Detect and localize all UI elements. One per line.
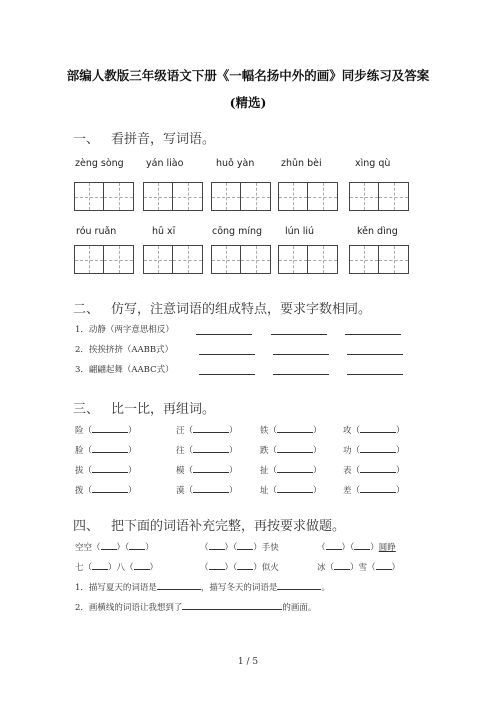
idiom-fill-row: （ ）（ ）似火 — [200, 560, 279, 573]
section4-number: 四、 — [73, 519, 100, 534]
word-pair-row: 模（ ） — [176, 463, 238, 476]
answer-blank[interactable] — [354, 540, 370, 550]
word-pair-row: 铁（ ） — [260, 423, 322, 436]
writing-grid[interactable] — [349, 182, 409, 211]
answer-blank[interactable] — [277, 483, 313, 493]
section2-number: 二、 — [73, 302, 100, 317]
word-pair-row: 脸（ ） — [75, 443, 137, 456]
answer-line[interactable] — [345, 334, 401, 335]
imitation-item-2: 2．挨挨挤挤（AABB式） — [75, 345, 174, 355]
section3-number: 三、 — [73, 402, 100, 417]
pinyin-5: xìng qù — [355, 158, 391, 169]
answer-blank[interactable] — [101, 540, 117, 550]
section3-heading — [73, 398, 215, 417]
answer-blank[interactable] — [360, 463, 396, 473]
answer-blank[interactable] — [157, 580, 201, 590]
answer-blank[interactable] — [209, 560, 225, 570]
section2-title: 仿写，注意词语的组成特点，要求字数相同。 — [111, 302, 372, 317]
writing-grid[interactable] — [74, 182, 134, 211]
underlined-word: 圆睁 — [378, 543, 396, 553]
word-pair-row: 汪（ ） — [176, 423, 238, 436]
answer-blank[interactable] — [92, 560, 108, 570]
pinyin-4: zhǔn bèi — [281, 158, 322, 169]
page-number: 1 / 5 — [237, 657, 259, 667]
pinyin-10: kěn dìng — [357, 226, 398, 237]
answer-line[interactable] — [273, 374, 329, 375]
word-pair-row: 址（ ） — [260, 483, 322, 496]
answer-line[interactable] — [196, 334, 252, 335]
answer-blank[interactable] — [360, 423, 396, 433]
section2-heading — [73, 298, 371, 317]
answer-blank[interactable] — [193, 443, 229, 453]
answer-blank[interactable] — [209, 540, 225, 550]
answer-blank[interactable] — [92, 443, 128, 453]
word-pair-row: 漠（ ） — [176, 483, 238, 496]
section1-title: 看拼音，写词语。 — [111, 132, 216, 147]
writing-grid[interactable] — [349, 245, 409, 274]
writing-grid[interactable] — [278, 182, 338, 211]
writing-grid[interactable] — [211, 182, 271, 211]
answer-blank[interactable] — [134, 560, 150, 570]
idiom-fill-row: （ ）（ ）手快 — [200, 540, 279, 553]
question-1: 1．描写夏天的词语是 ，描写冬天的词语是 。 — [75, 580, 330, 593]
writing-grid[interactable] — [143, 245, 203, 274]
answer-blank[interactable] — [92, 483, 128, 493]
answer-blank[interactable] — [237, 560, 253, 570]
answer-blank[interactable] — [277, 463, 313, 473]
imitation-item-1: 1．动静（两字意思相反） — [75, 325, 174, 335]
pinyin-1: zèng sòng — [75, 158, 124, 169]
pinyin-3: huǒ yàn — [216, 158, 255, 169]
word-pair-row: 拨（ ） — [75, 483, 137, 496]
answer-blank[interactable] — [277, 443, 313, 453]
answer-blank[interactable] — [129, 540, 145, 550]
answer-line[interactable] — [199, 374, 255, 375]
section4-heading — [73, 515, 345, 534]
idiom-fill-row: （ ）（ ）圆睁 — [317, 540, 396, 553]
pinyin-2: yán liào — [146, 158, 184, 169]
idiom-fill-row: 空空（ ）（ ） — [75, 540, 154, 553]
word-pair-row: 往（ ） — [176, 443, 238, 456]
answer-blank[interactable] — [277, 423, 313, 433]
answer-blank[interactable] — [334, 560, 350, 570]
answer-blank[interactable] — [193, 483, 229, 493]
answer-blank[interactable] — [182, 600, 282, 610]
answer-line[interactable] — [199, 354, 255, 355]
imitation-item-3: 3．翩翩起舞（AABC式） — [75, 365, 174, 375]
pinyin-8: cōng míng — [212, 226, 263, 237]
section1-number: 一、 — [73, 132, 100, 147]
answer-blank[interactable] — [360, 443, 396, 453]
answer-blank[interactable] — [92, 463, 128, 473]
word-pair-row: 表（ ） — [343, 463, 405, 476]
pinyin-6: róu ruǎn — [76, 226, 117, 237]
word-pair-row: 扯（ ） — [260, 463, 322, 476]
word-pair-row: 跌（ ） — [260, 443, 322, 456]
writing-grid[interactable] — [143, 182, 203, 211]
writing-grid[interactable] — [278, 245, 338, 274]
pinyin-9: lún liú — [285, 226, 315, 237]
word-pair-row: 功（ ） — [343, 443, 405, 456]
word-pair-row: 险（ ） — [75, 423, 137, 436]
answer-line[interactable] — [271, 334, 327, 335]
answer-blank[interactable] — [92, 423, 128, 433]
answer-blank[interactable] — [277, 580, 321, 590]
document-subtitle: (精选) — [229, 95, 267, 110]
section4-title: 把下面的词语补充完整，再按要求做题。 — [111, 519, 346, 534]
answer-blank[interactable] — [360, 483, 396, 493]
answer-blank[interactable] — [237, 540, 253, 550]
answer-line[interactable] — [347, 354, 403, 355]
question-2: 2．画横线的词语让我想到了 的画面。 — [75, 600, 316, 613]
answer-blank[interactable] — [326, 540, 342, 550]
idiom-fill-row: 七（ ）八（ ） — [75, 560, 158, 573]
pinyin-7: hū xī — [152, 226, 176, 237]
answer-line[interactable] — [347, 374, 403, 375]
word-pair-row: 攻（ ） — [343, 423, 405, 436]
section3-title: 比一比，再组词。 — [111, 402, 216, 417]
word-pair-row: 拔（ ） — [75, 463, 137, 476]
section1-heading — [73, 128, 215, 147]
answer-line[interactable] — [273, 354, 329, 355]
writing-grid[interactable] — [211, 245, 271, 274]
idiom-fill-row: 冰（ ）雪（ ） — [317, 560, 400, 573]
answer-blank[interactable] — [376, 560, 392, 570]
document-title: 部编人教版三年级语文下册《一幅名扬中外的画》同步练习及答案 — [66, 68, 430, 83]
answer-blank[interactable] — [193, 423, 229, 433]
answer-blank[interactable] — [193, 463, 229, 473]
word-pair-row: 差（ ） — [343, 483, 405, 496]
writing-grid[interactable] — [74, 245, 134, 274]
